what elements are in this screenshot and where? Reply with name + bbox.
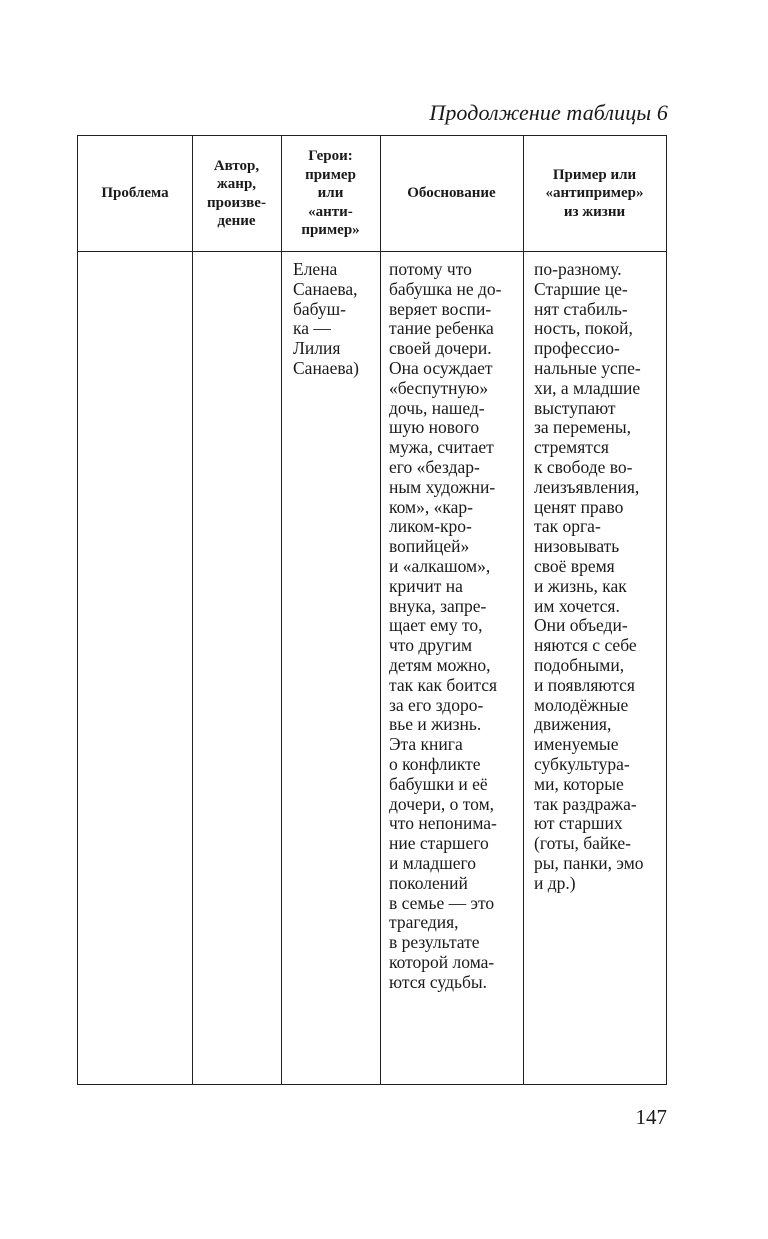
header-problem: Проблема	[101, 185, 169, 202]
column-divider	[523, 136, 524, 1084]
header-heroes: Герои: пример или «анти- пример»	[301, 148, 360, 239]
header-author: Автор, жанр, произве- дение	[207, 157, 266, 229]
table-caption: Продолжение таблицы 6	[429, 100, 668, 125]
header-divider	[78, 251, 666, 252]
cell-justification: потому что бабушка не до- веряет воспи- тание ребенка своей дочери. Она осуждает «беспутную» дочь, нашед- шую нового мужа, считает его «бездар- ным художни- ком», «кар- ликом-кро- вопийцей» и «алкашом», кричит на внука, запре- щает ему то, что другим детям можно, так как боится за его здоро- вье и жизнь. Эта книга о конфликте бабушки и её дочери, о том, что непонима- ние старшего и младшего поколений в семье — это трагедия, в результате которой лома- ются судьбы.	[389, 259, 502, 992]
header-life-example: Пример или «антипример» из жизни	[545, 166, 644, 220]
continued-table	[77, 135, 667, 1085]
column-divider	[192, 136, 193, 1084]
column-divider	[380, 136, 381, 1084]
page-number: 147	[635, 1105, 667, 1129]
cell-heroes: Елена Санаева, бабуш- ка — Лилия Санаева)	[293, 259, 359, 378]
column-divider	[281, 136, 282, 1084]
cell-life-example: по-разному. Старшие це- нят стабиль- ность, покой, профессио- нальные успе- хи, а младшие выступают за перемены, стремятся к свободе во- леизъявления, ценят право так орга- низовывать своё время и жизнь, как им хочется. Они объеди- няются с себе подобными, и появляются молодёжные движения, именуемые субкультура- ми, которые так раздража- ют старших (готы, байке- ры, панки, эмо и др.)	[534, 259, 644, 893]
header-justification: Обоснование	[407, 185, 496, 202]
